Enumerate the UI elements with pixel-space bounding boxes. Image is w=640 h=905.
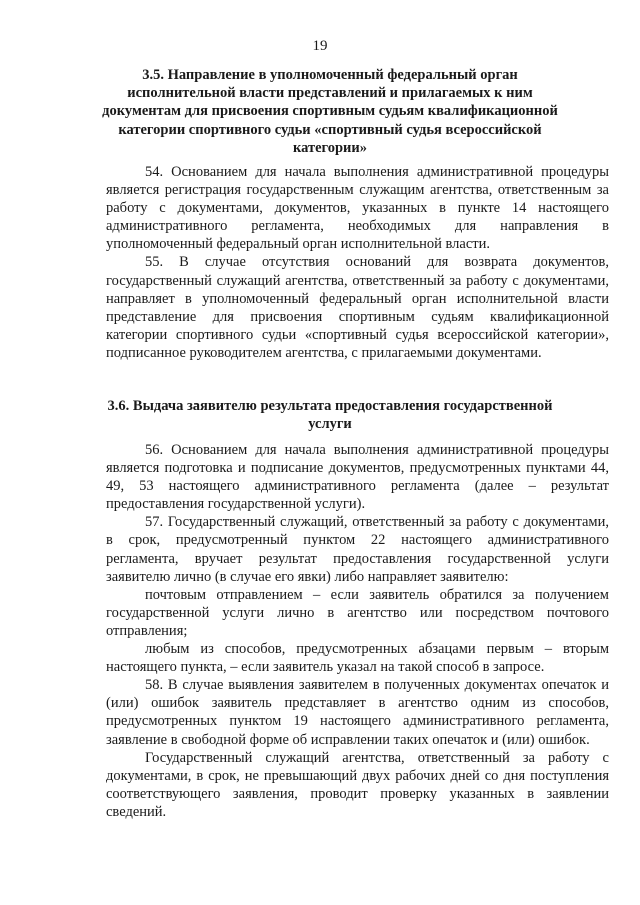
paragraph-56: 56. Основанием для начала выполнения административной процедуры является подготовка и подписание документов, предусмотренных пунктами 44, 49, 53 настоящего административного регламента (далее – результат предоставления государственной услуги). xyxy=(106,442,609,513)
paragraph-57: 57. Государственный служащий, ответственный за работу с документами, в срок, предусмотренный пунктом 22 настоящего административного регламента, вручает результат предоставления государственной услуги заявителю лично (в случае его явки) либо направляет заявителю: xyxy=(106,514,609,585)
section-body-3-5 xyxy=(106,163,609,362)
section-heading-3-5: 3.5. Направление в уполномоченный федеральный орган исполнительной власти представлений и прилагаемых к ним документам для присвоения спортивным судьям квалификационной категории спортивного судьи «спортивный судья всероссийской категории» xyxy=(102,67,558,156)
paragraph-57-item-mail: почтовым отправлением – если заявитель обратился за получением государственной услуги лично в агентство или посредством почтового отправления; xyxy=(106,586,609,639)
paragraph-57-item-any: любым из способов, предусмотренных абзацами первым – вторым настоящего пункта, – если заявитель указал на такой способ в запросе. xyxy=(106,641,609,676)
page-number: 19 xyxy=(312,38,328,54)
paragraph-58-check: Государственный служащий агентства, ответственный за работу с документами, в срок, не превышающий двух рабочих дней со дня поступления соответствующего заявления, проводит проверку указанных в заявлении сведений. xyxy=(106,749,609,820)
paragraph-54: 54. Основанием для начала выполнения административной процедуры является регистрация государственным служащим агентства, ответственным за работу с документами, документов, указанных в пункте 14 настоящего административного регламента, необходимых для направления в уполномоченный федеральный орган исполнительной власти. xyxy=(106,164,609,253)
section-heading-3-6: 3.6. Выдача заявителю результата предоставления государственной услуги xyxy=(107,398,553,433)
section-body-3-6 xyxy=(106,441,609,821)
paragraph-55: 55. В случае отсутствия оснований для возврата документов, государственный служащий агентства, ответственный за работу с документами, направляет в уполномоченный федеральный орган исполнительной власти представление для присвоения спортивным судьям квалификационной категории спортивного судьи «спортивный судья всероссийской категории», подписанное руководителем агентства, с прилагаемыми документами. xyxy=(106,254,609,361)
paragraph-58: 58. В случае выявления заявителем в полученных документах опечаток и (или) ошибок заявитель представляет в агентство одним из способов, предусмотренных пунктом 19 настоящего административного регламента, заявление в свободной форме об исправлении таких опечаток и (или) ошибок. xyxy=(106,677,609,748)
